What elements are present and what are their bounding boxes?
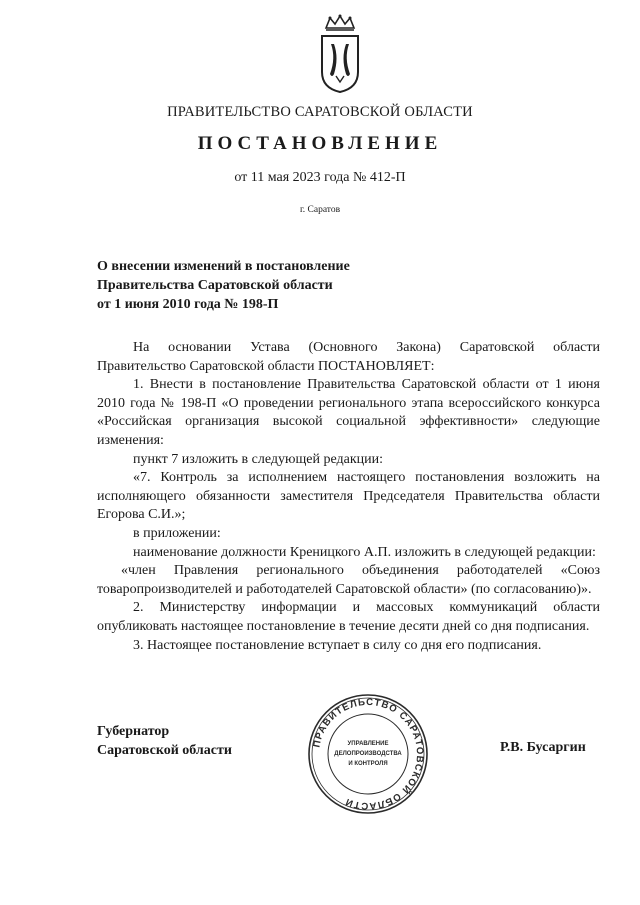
body-paragraph: наименование должности Креницкого А.П. изложить в следующей редакции:: [133, 544, 596, 560]
stamp-center-line: УПРАВЛЕНИЕ: [347, 741, 389, 747]
body-paragraph: «член Правления регионального объединения работодателей «Союз товаропроизводителей и работодателей Саратовской области» (по согласованию)».: [97, 563, 600, 597]
body-paragraph: в приложении:: [133, 525, 221, 541]
stamp-ring-text: ПРАВИТЕЛЬСТВО САРАТОВСКОЙ ОБЛАСТИ: [311, 696, 426, 812]
stamp-center-line: И КОНТРОЛЯ: [348, 761, 388, 767]
signatory-title-line: Саратовской области: [97, 743, 232, 758]
body-paragraph: На основании Устава (Основного Закона) Саратовской области Правительство Саратовской области ПОСТАНОВЛЯЕТ:: [97, 340, 600, 374]
body-paragraph: пункт 7 изложить в следующей редакции:: [133, 451, 383, 467]
body-paragraph: 3. Настоящее постановление вступает в силу со дня его подписания.: [133, 637, 542, 653]
government-name: ПРАВИТЕЛЬСТВО САРАТОВСКОЙ ОБЛАСТИ: [167, 104, 473, 120]
subject-line: от 1 июня 2010 года № 198-П: [97, 297, 279, 312]
document-body: [97, 339, 600, 655]
coat-of-arms-icon: [318, 14, 362, 94]
signatory-title-line: Губернатор: [97, 724, 170, 739]
document-type: ПОСТАНОВЛЕНИЕ: [197, 133, 443, 154]
signatory-name: Р.В. Бусаргин: [500, 740, 586, 755]
signatory-title: [97, 722, 232, 760]
stamp-center-line: ДЕЛОПРОИЗВОДСТВА: [334, 751, 402, 757]
document-date-number: от 11 мая 2023 года № 412-П: [234, 170, 406, 185]
subject-line: О внесении изменений в постановление: [97, 259, 350, 274]
document-city: г. Саратов: [299, 205, 341, 215]
subject-line: Правительства Саратовской области: [97, 278, 333, 293]
body-paragraph: 2. Министерству информации и массовых коммуникаций области опубликовать настоящее постановление в течение десяти дней со дня подписания.: [97, 600, 600, 634]
body-paragraph: «7. Контроль за исполнением настоящего постановления возложить на исполняющего обязанности заместителя Председателя Правительства области Егорова С.И.»;: [97, 470, 600, 523]
official-stamp: [307, 693, 429, 815]
body-paragraph: 1. Внести в постановление Правительства Саратовской области от 1 июня 2010 года № 198-П «О проведении регионального этапа всероссийского конкурса «Российская организация высокой социальной эффективности» следующие изменения:: [97, 377, 600, 448]
document-subject: [97, 257, 397, 314]
